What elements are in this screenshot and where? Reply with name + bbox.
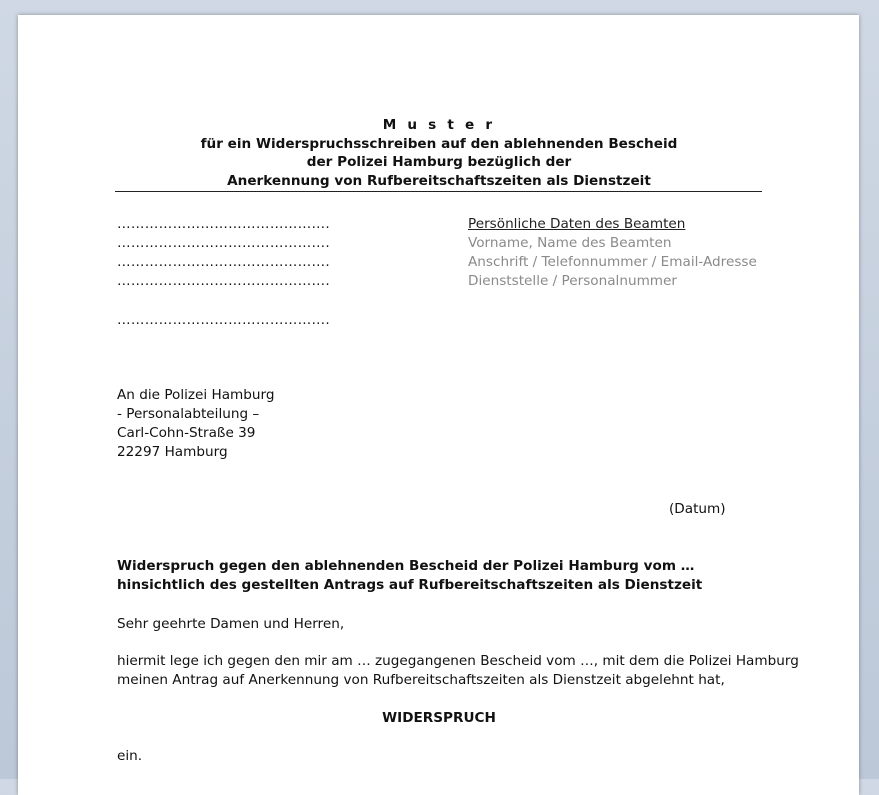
sender-placeholder-line: ………………………………………. — [117, 273, 331, 289]
personal-data-contact: Anschrift / Telefonnummer / Email-Adresse — [468, 254, 757, 270]
sender-placeholder-line: ………………………………………. — [117, 312, 331, 328]
personal-data-office: Dienststelle / Personalnummer — [468, 273, 678, 289]
subject-line — [117, 557, 702, 595]
closing-word: ein. — [117, 748, 143, 764]
title-underline — [115, 191, 762, 192]
document-body — [18, 15, 859, 795]
sender-placeholder-block-2 — [117, 311, 330, 330]
sender-placeholder-line: ………………………………………. — [117, 235, 331, 251]
document-title — [116, 116, 762, 190]
recipient-address — [117, 386, 275, 462]
personal-data-heading: Persönliche Daten des Beamten — [468, 216, 686, 232]
sender-placeholder-line: ………………………………………. — [117, 216, 331, 232]
sender-placeholder-block — [117, 215, 330, 291]
recipient-line: An die Polizei Hamburg — [117, 387, 275, 403]
personal-data-name: Vorname, Name des Beamten — [468, 235, 672, 251]
document-page — [18, 15, 859, 795]
personal-data-hint — [468, 215, 757, 291]
widerspruch-heading: WIDERSPRUCH — [382, 710, 496, 726]
recipient-line: 22297 Hamburg — [117, 444, 228, 460]
body-line-1: hiermit lege ich gegen den mir am … zugegangenen Bescheid vom …, mit dem die Polizei Hamburg — [117, 653, 799, 669]
title-line-2: für ein Widerspruchsschreiben auf den ablehnenden Bescheid — [200, 135, 678, 152]
title-line-3: der Polizei Hamburg bezüglich der — [306, 154, 572, 170]
body-line-2: meinen Antrag auf Anerkennung von Rufbereitschaftszeiten als Dienstzeit abgelehnt hat, — [117, 672, 725, 688]
recipient-line: - Personalabteilung – — [117, 406, 260, 422]
recipient-line: Carl-Cohn-Straße 39 — [117, 425, 256, 441]
title-line-4: Anerkennung von Rufbereitschaftszeiten als Dienstzeit — [227, 172, 651, 189]
sender-placeholder-line: ………………………………………. — [117, 254, 331, 270]
subject-line-2: hinsichtlich des gestellten Antrags auf Rufbereitschaftszeiten als Dienstzeit — [117, 577, 703, 593]
subject-line-1: Widerspruch gegen den ablehnenden Bescheid der Polizei Hamburg vom … — [117, 558, 695, 574]
title-line-muster: M u s t e r — [382, 117, 496, 133]
date-placeholder: (Datum) — [669, 501, 726, 517]
salutation: Sehr geehrte Damen und Herren, — [117, 616, 345, 632]
body-paragraph — [117, 652, 799, 690]
